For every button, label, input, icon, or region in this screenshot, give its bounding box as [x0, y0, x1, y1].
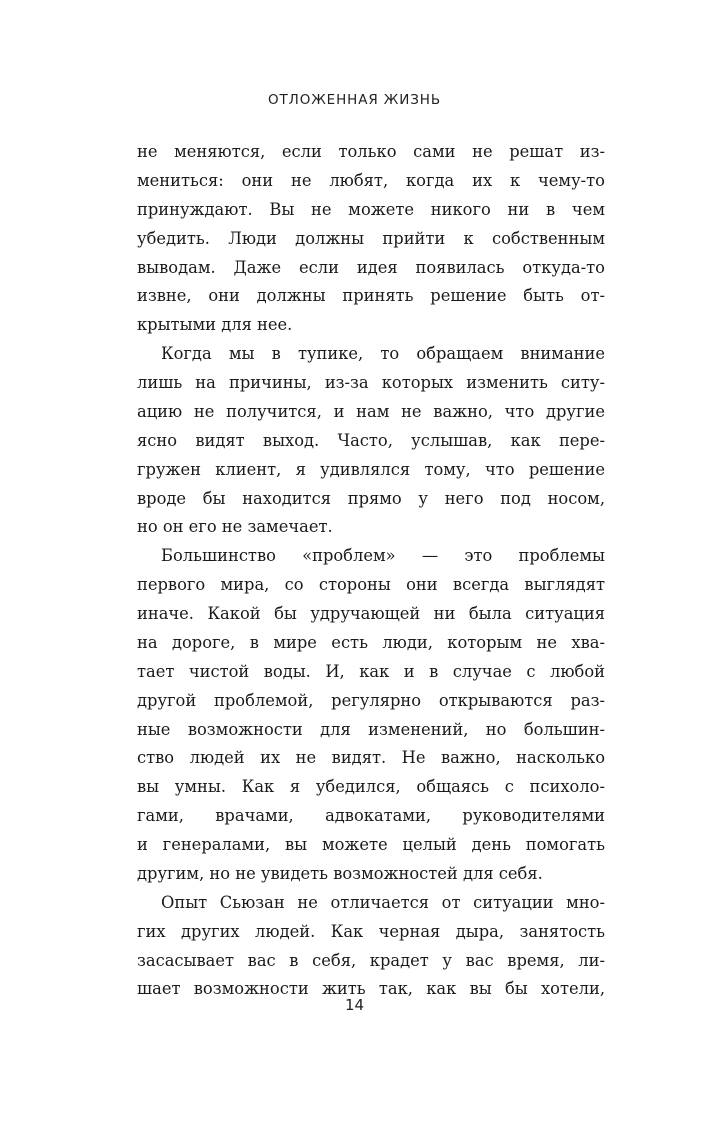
text-line: и генералами, вы можете целый день помогать	[137, 835, 605, 854]
text-line: другой проблемой, регулярно открываются раз-	[137, 690, 605, 710]
text-line: ацию не получится, и нам не важно, что другие	[137, 401, 605, 421]
text-line: засасывает вас в себя, крадет у вас время, ли-	[137, 950, 605, 970]
text-line: ясно видят выход. Часто, услышав, как пере-	[137, 430, 605, 450]
paragraph-first-line: Большинство «проблем» — это проблемы	[161, 546, 605, 566]
text-line: извне, они должны принять решение быть от-	[137, 286, 605, 306]
text-line: шает возможности жить так, как вы бы хотели,	[137, 979, 605, 999]
text-line: лишь на причины, из-за которых изменить ситу-	[137, 373, 605, 392]
text-line: тает чистой воды. И, как и в случае с любой	[137, 661, 605, 681]
text-line: ные возможности для изменений, но большин-	[137, 719, 605, 739]
text-line: принуждают. Вы не можете никого ни в чем	[137, 199, 605, 219]
text-line: иначе. Какой бы удручающей ни была ситуация	[137, 604, 605, 623]
text-line: не меняются, если только сами не решат из-	[137, 142, 605, 161]
text-line: ство людей их не видят. Не важно, насколько	[137, 748, 605, 768]
page-number: 14	[344, 996, 365, 1014]
text-line: другим, но не увидеть возможностей для себя.	[137, 863, 543, 883]
text-line: убедить. Люди должны прийти к собственным	[137, 228, 605, 248]
text-line: вроде бы находится прямо у него под носом,	[137, 488, 605, 508]
text-line: но он его не замечает.	[137, 517, 333, 537]
text-line: гружен клиент, я удивлялся тому, что решение	[137, 459, 605, 479]
text-line: мениться: они не любят, когда их к чему-то	[137, 170, 605, 190]
text-line: крытыми для нее.	[137, 315, 293, 335]
paragraph-first-line: Опыт Сьюзан не отличается от ситуации мно-	[161, 892, 605, 912]
text-line: на дороге, в мире есть люди, которым не хва-	[137, 632, 605, 652]
body-text	[137, 138, 605, 1004]
running-header: ОТЛОЖЕННАЯ ЖИЗНЬ	[267, 92, 442, 108]
paragraph-first-line: Когда мы в тупике, то обращаем внимание	[161, 344, 605, 364]
text-line: выводам. Даже если идея появилась откуда-то	[137, 257, 605, 277]
text-line: гами, врачами, адвокатами, руководителями	[137, 806, 605, 826]
text-line: вы умны. Как я убедился, общаясь с психоло-	[137, 777, 605, 797]
text-line: первого мира, со стороны они всегда выглядят	[137, 575, 605, 595]
text-line: гих других людей. Как черная дыра, занятость	[137, 921, 605, 941]
